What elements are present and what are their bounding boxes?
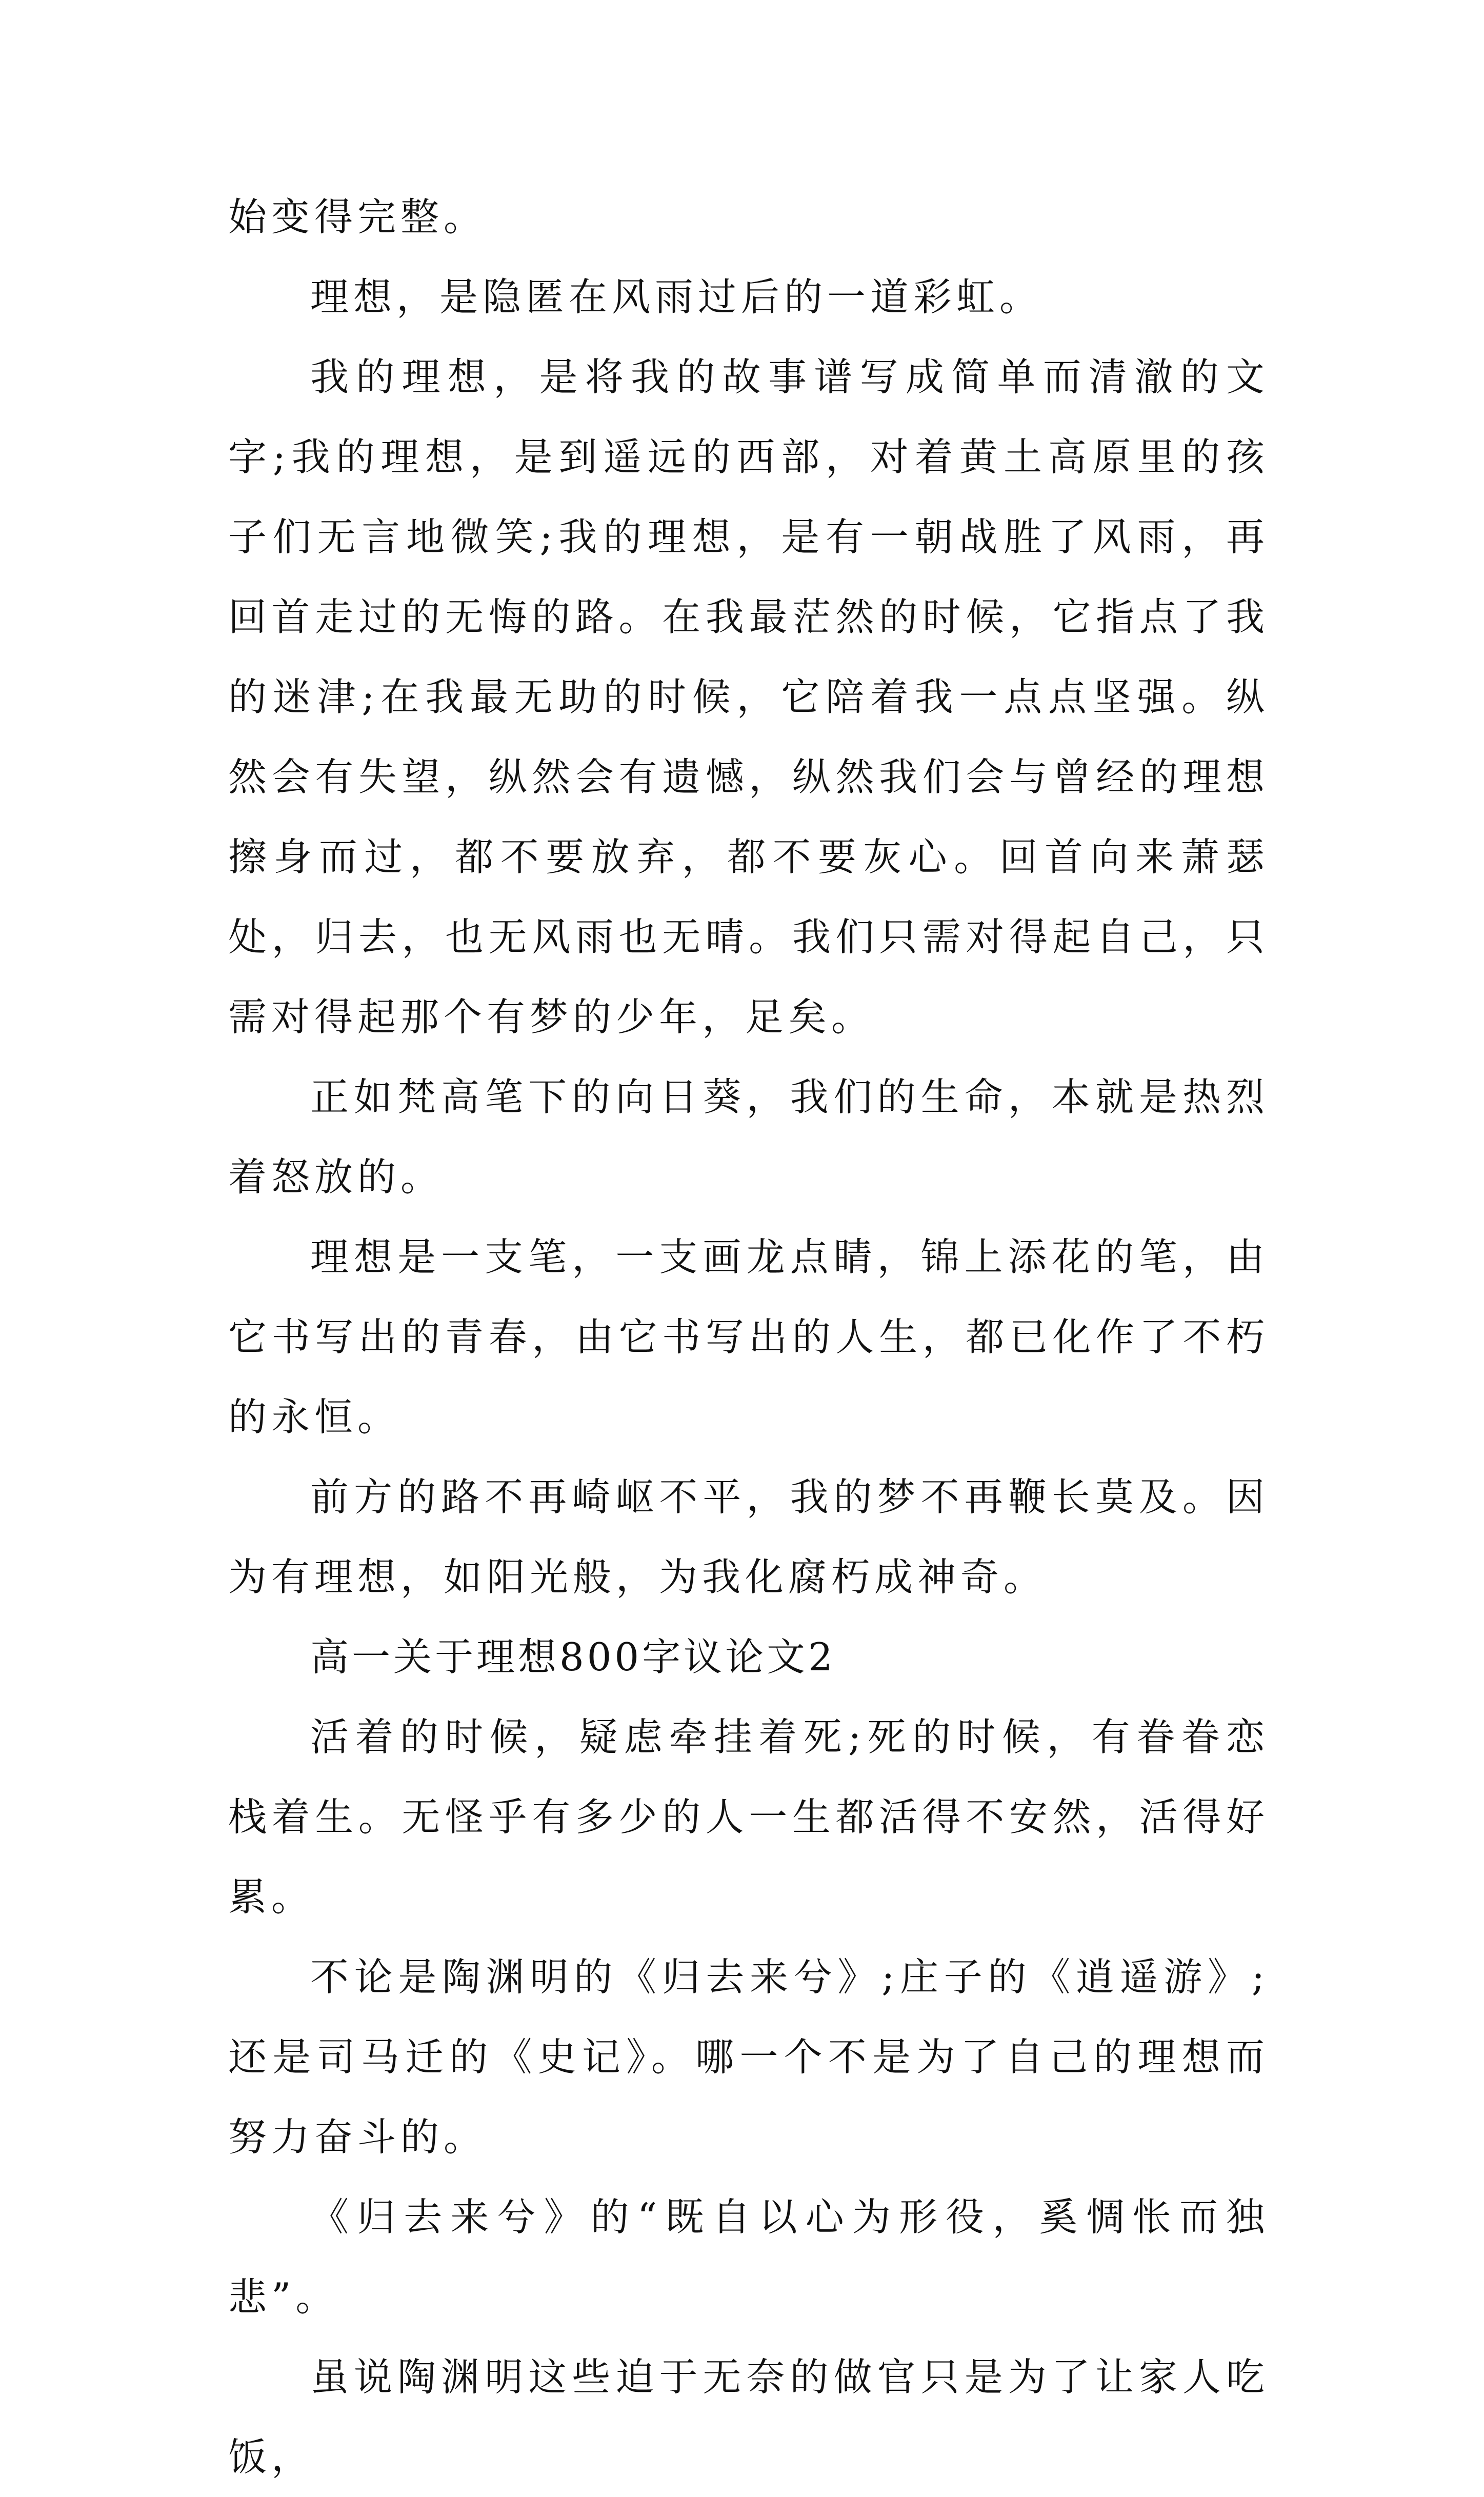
paragraph: 活着的时候，疑虑牵挂着死;死的时候，有眷眷恋栈着生。无怪乎有多少的人一生都活得不安然，活得好累。 — [228, 1714, 1269, 1920]
paragraph: 理想是一支笔，一支画龙点睛，锦上添花的笔，由它书写出的青春，由它书写出的人生，都已化作了不朽的永恒。 — [228, 1234, 1269, 1440]
paragraph: 理想，是隐匿在风雨过后的一道彩虹。 — [310, 274, 1043, 319]
section-heading: 高一关于理想800字议论文2 — [310, 1634, 836, 1680]
paragraph: 我的理想，是将我的故事谱写成简单而清澈的文字;我的理想，是到遥远的西部，对着黄土高原里的孩子们无言地微笑;我的理想，是有一朝战胜了风雨，再回首走过的无悔的路。在我最茫然的时候，它指点了我的迷津;在我最无助的时候，它陪着我一点点坚强。纵然会有失望，纵然会有遗憾，纵然我们会与曾经的理想擦身而过，都不要放弃，都不要灰心。回首向来萧瑟处，归去，也无风雨也无晴。我们只需对得起自己，只需对得起那个有梦的少年，足矣。 — [228, 354, 1269, 1040]
paragraph: 正如梵高笔下的向日葵，我们的生命，本就是热烈着怒放的。 — [228, 1074, 1269, 1200]
paragraph: 前方的路不再崎岖不平，我的梦不再鞭长莫及。因为有理想，如阳光般，为我化腐朽成神奇。 — [228, 1474, 1269, 1600]
document-body — [228, 177, 1269, 2497]
paragraph: 虽说陶渊明这些迫于无奈的做官只是为了让家人吃饭， — [228, 2354, 1269, 2480]
paragraph-continuation: 始变得完整。 — [228, 194, 487, 239]
paragraph: 《归去来兮》的“既自以心为形役，奚惆怅而独悲”。 — [228, 2194, 1269, 2320]
paragraph: 不论是陶渊明的《归去来兮》;庄子的《逍遥游》;还是司马迁的《史记》。哪一个不是为了自己的理想而努力奋斗的。 — [228, 1954, 1269, 2160]
